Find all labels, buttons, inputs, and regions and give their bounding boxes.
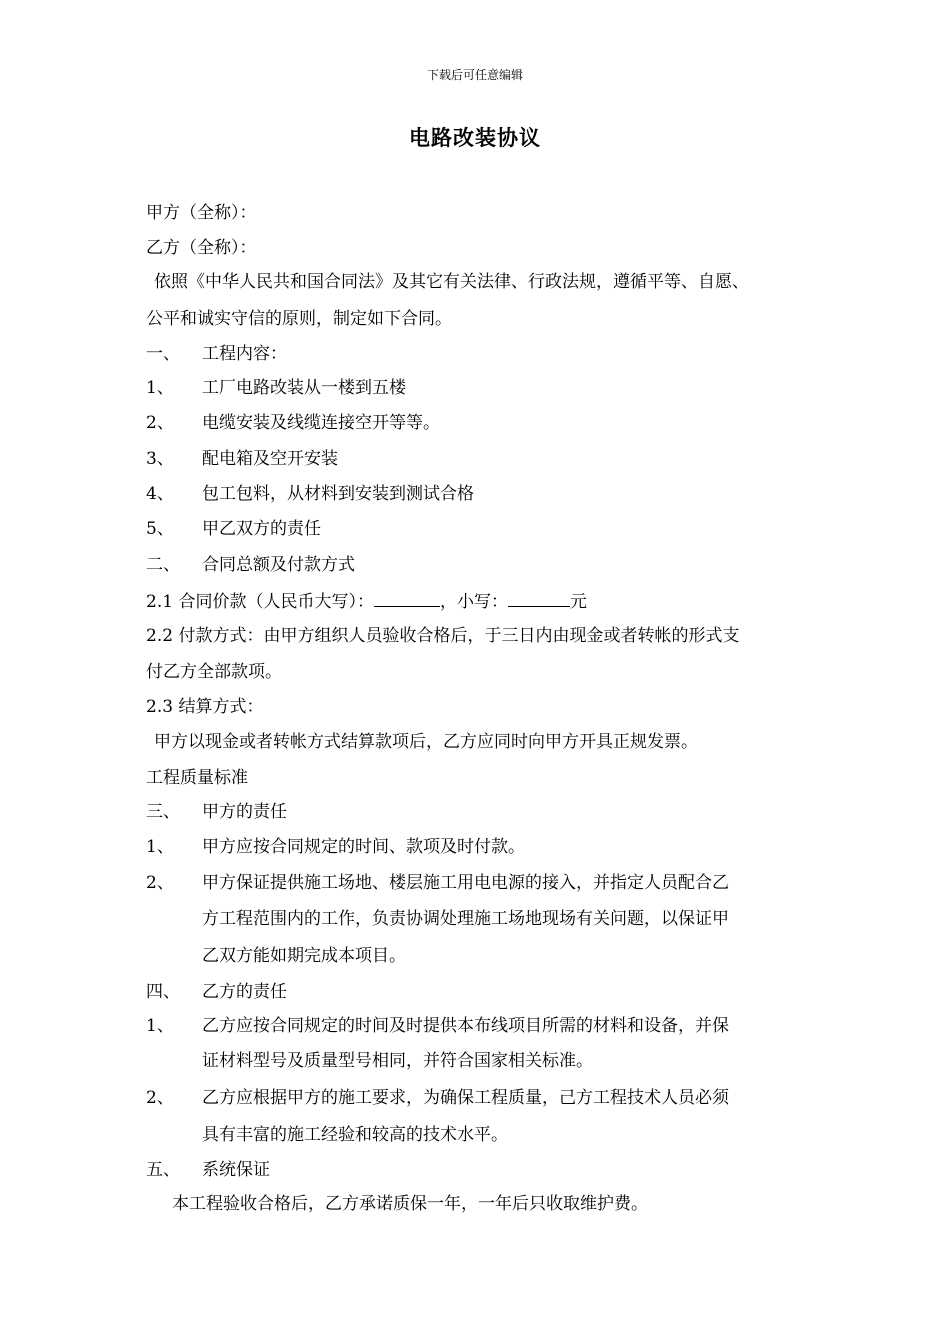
list-item-continuation: 证材料型号及质量型号相同，并符合国家相关标准。 — [202, 1051, 593, 1071]
price-lowercase-blank[interactable] — [508, 589, 570, 607]
list-item-continuation: 乙双方能如期完成本项目。 — [202, 946, 406, 966]
preamble-line-2: 公平和诚实守信的原则，制定如下合同。 — [146, 309, 452, 329]
party-b-label: 乙方（全称）： — [146, 238, 257, 258]
section-1-number: 一、 — [146, 344, 180, 364]
section-3-number: 三、 — [146, 802, 180, 822]
list-item-continuation: 方工程范围内的工作，负责协调处理施工场地现场有关问题，以保证甲 — [202, 909, 729, 929]
settlement-text: 甲方以现金或者转帐方式结算款项后，乙方应同时向甲方开具正规发票。 — [154, 732, 698, 752]
section-4-heading: 乙方的责任 — [202, 982, 287, 1002]
list-item: 甲方保证提供施工场地、楼层施工用电电源的接入，并指定人员配合乙 — [202, 873, 729, 893]
list-item: 包工包料，从材料到安装到测试合格 — [202, 484, 474, 504]
payment-line-2: 付乙方全部款项。 — [146, 662, 282, 682]
list-item: 工厂电路改装从一楼到五楼 — [202, 378, 406, 398]
list-item-number: 5、 — [146, 519, 174, 539]
warranty-text: 本工程验收合格后，乙方承诺质保一年，一年后只收取维护费。 — [172, 1194, 648, 1214]
section-2-heading: 合同总额及付款方式 — [202, 555, 355, 575]
list-item: 配电箱及空开安装 — [202, 449, 338, 469]
list-item-number: 2、 — [146, 413, 174, 433]
list-item-number: 1、 — [146, 1016, 174, 1036]
section-2-number: 二、 — [146, 555, 180, 575]
section-5-number: 五、 — [146, 1160, 180, 1180]
quality-standard-heading: 工程质量标准 — [146, 768, 248, 788]
contract-price-line — [146, 589, 587, 613]
list-item: 乙方应按合同规定的时间及时提供本布线项目所需的材料和设备，并保 — [202, 1016, 729, 1036]
payment-line-1: 2.2 付款方式：由甲方组织人员验收合格后，于三日内由现金或者转帐的形式支 — [146, 626, 740, 646]
list-item: 乙方应根据甲方的施工要求，为确保工程质量，己方工程技术人员必须 — [202, 1088, 729, 1108]
list-item-number: 4、 — [146, 484, 174, 504]
list-item-number: 2、 — [146, 873, 174, 893]
section-4-number: 四、 — [146, 982, 180, 1002]
price-uppercase-blank[interactable] — [374, 589, 440, 607]
settlement-heading: 2.3 结算方式： — [146, 697, 264, 717]
list-item-number: 1、 — [146, 378, 174, 398]
list-item-number: 1、 — [146, 837, 174, 857]
section-1-heading: 工程内容： — [202, 344, 287, 364]
list-item: 甲方应按合同规定的时间、款项及时付款。 — [202, 837, 525, 857]
preamble-line-1: 依照《中华人民共和国合同法》及其它有关法律、行政法规，遵循平等、自愿、 — [154, 272, 749, 292]
contract-price-mid: ，小写： — [439, 592, 508, 612]
list-item: 电缆安装及线缆连接空开等等。 — [202, 413, 440, 433]
party-a-label: 甲方（全称）： — [146, 203, 257, 223]
contract-price-suffix: 元 — [569, 592, 587, 612]
contract-price-prefix: 2.1 合同价款（人民币大写）： — [146, 592, 374, 612]
list-item-continuation: 具有丰富的施工经验和较高的技术水平。 — [202, 1125, 508, 1145]
list-item: 甲乙双方的责任 — [202, 519, 321, 539]
list-item-number: 2、 — [146, 1088, 174, 1108]
list-item-number: 3、 — [146, 449, 174, 469]
section-5-heading: 系统保证 — [202, 1160, 270, 1180]
section-3-heading: 甲方的责任 — [202, 802, 287, 822]
document-title: 电路改装协议 — [409, 125, 541, 150]
header-note: 下载后可任意编辑 — [426, 68, 523, 82]
